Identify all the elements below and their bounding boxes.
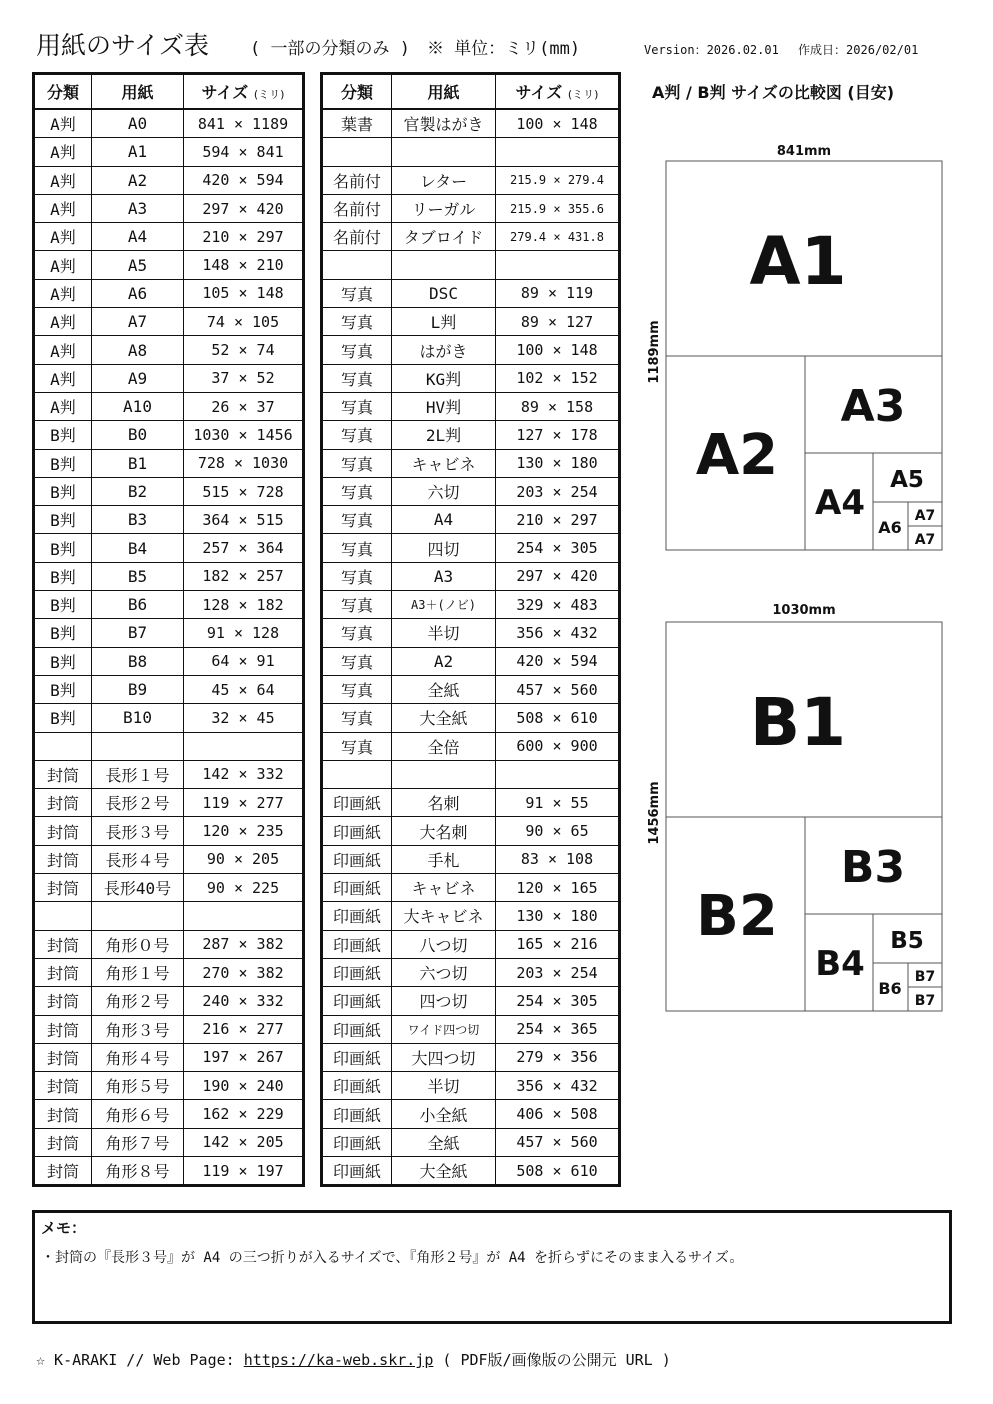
cell-paper: 角形０号 [92,930,184,958]
cell-paper: 角形５号 [92,1072,184,1100]
cell-paper: A1 [92,138,184,166]
a6-label: A6 [878,518,902,537]
cell-paper: B7 [92,619,184,647]
cell-category: 印画紙 [322,902,392,930]
cell-paper: 大四つ切 [392,1043,496,1071]
cell-size: 457 × 560 [496,1128,620,1156]
cell-paper: 大名刺 [392,817,496,845]
b-width-label: 1030mm [772,603,836,618]
memo-text: ・封筒の『長形３号』が A4 の三つ折りが入るサイズで、『角形２号』が A4 を折らずにそのまま入るサイズ。 [41,1250,744,1266]
footer [36,1349,671,1370]
cell-size: 142 × 332 [184,760,304,788]
cell-category: B判 [34,534,92,562]
cell-size: 515 × 728 [184,477,304,505]
cell-paper: B1 [92,449,184,477]
cell-category: A判 [34,279,92,307]
cell-category: 印画紙 [322,958,392,986]
cell-category: 写真 [322,704,392,732]
a-height-label: 1189mm [647,320,662,384]
cell-paper: 長形１号 [92,760,184,788]
cell-paper: A4 [392,506,496,534]
cell-size: 215.9 × 279.4 [496,166,620,194]
header-size-label: サイズ [515,83,563,102]
cell-category: 写真 [322,477,392,505]
cell-size: 91 × 55 [496,789,620,817]
b-height-label: 1456mm [647,781,662,845]
cell-category: 名前付 [322,223,392,251]
cell-size: 240 × 332 [184,987,304,1015]
cell-size: 203 × 254 [496,477,620,505]
a3-label: A3 [840,381,906,432]
cell-size: 45 × 64 [184,675,304,703]
cell-paper: タブロイド [392,223,496,251]
cell-size: 254 × 305 [496,534,620,562]
cell-category: 印画紙 [322,1156,392,1185]
cell-size: 270 × 382 [184,958,304,986]
cell-paper: 角形６号 [92,1100,184,1128]
cell-category: B判 [34,477,92,505]
cell-size: 279 × 356 [496,1043,620,1071]
cell-size: 90 × 225 [184,874,304,902]
cell-category: 写真 [322,506,392,534]
cell-size: 210 × 297 [496,506,620,534]
cell-paper: 長形３号 [92,817,184,845]
cell-size: 254 × 305 [496,987,620,1015]
cell-paper: A10 [92,392,184,420]
cell-size: 356 × 432 [496,1072,620,1100]
cell-paper: A3 [92,194,184,222]
cell-category: 印画紙 [322,1072,392,1100]
cell-category: 写真 [322,534,392,562]
cell-size: 83 × 108 [496,845,620,873]
cell-category: A判 [34,251,92,279]
cell-paper: 大全紙 [392,704,496,732]
header-size-unit: (ミリ) [253,88,285,101]
cell-category: B判 [34,421,92,449]
cell-size: 162 × 229 [184,1100,304,1128]
cell-size: 215.9 × 355.6 [496,194,620,222]
a7-label: A7 [914,508,936,524]
cell-paper: A0 [92,109,184,138]
cell-category: 写真 [322,336,392,364]
cell-category: 写真 [322,421,392,449]
cell-category: 封筒 [34,760,92,788]
b7-label: B7 [914,993,936,1009]
cell-paper: A6 [92,279,184,307]
cell-paper: DSC [392,279,496,307]
version-info: Version：2026.02.01 作成日：2026/02/01 [644,43,919,57]
cell-category: B判 [34,562,92,590]
cell-size: 52 × 74 [184,336,304,364]
cell-paper: B6 [92,591,184,619]
cell-size: 841 × 1189 [184,109,304,138]
cell-size: 89 × 158 [496,392,620,420]
cell-size: 190 × 240 [184,1072,304,1100]
cell-paper: 四切 [392,534,496,562]
a7-label: A7 [914,532,936,548]
cell-size: 279.4 × 431.8 [496,223,620,251]
cell-size: 128 × 182 [184,591,304,619]
cell-category: 封筒 [34,1072,92,1100]
cell-paper: キャビネ [392,449,496,477]
cell-paper: A2 [392,647,496,675]
cell-category: A判 [34,223,92,251]
cell-category: 名前付 [322,194,392,222]
cell-category: B判 [34,506,92,534]
cell-category: 封筒 [34,930,92,958]
cell-paper: A5 [92,251,184,279]
cell-paper: B2 [92,477,184,505]
cell-category: 印画紙 [322,1128,392,1156]
cell-size: 64 × 91 [184,647,304,675]
cell-category: 封筒 [34,1156,92,1185]
cell-category: B判 [34,704,92,732]
cell-category: 写真 [322,364,392,392]
cell-size: 89 × 119 [496,279,620,307]
cell-category: 写真 [322,647,392,675]
header-size-unit: (ミリ) [567,88,599,101]
cell-paper: 角形１号 [92,958,184,986]
b7-label: B7 [914,969,936,985]
cell-paper: B8 [92,647,184,675]
cell-paper: 官製はがき [392,109,496,138]
cell-paper: 長形２号 [92,789,184,817]
cell-category: 葉書 [322,109,392,138]
cell-category: A判 [34,392,92,420]
cell-size: 1030 × 1456 [184,421,304,449]
cell-category: 写真 [322,732,392,760]
memo-title: メモ： [41,1219,87,1237]
cell-category: A判 [34,109,92,138]
cell-size: 165 × 216 [496,930,620,958]
cell-category: B判 [34,449,92,477]
cell-category: 写真 [322,308,392,336]
cell-paper: 大全紙 [392,1156,496,1185]
b5-label: B5 [890,928,924,954]
cell-category: A判 [34,138,92,166]
cell-paper: 全倍 [392,732,496,760]
cell-size: 600 × 900 [496,732,620,760]
cell-paper: 角形７号 [92,1128,184,1156]
cell-size: 148 × 210 [184,251,304,279]
cell-category: 写真 [322,562,392,590]
cell-size: 120 × 235 [184,817,304,845]
cell-paper: A3＋(ノビ) [392,591,496,619]
page-title: 用紙のサイズ表 [36,31,210,60]
cell-paper: 手札 [392,845,496,873]
cell-paper: HV判 [392,392,496,420]
cell-size: 127 × 178 [496,421,620,449]
cell-paper: はがき [392,336,496,364]
cell-category: A判 [34,194,92,222]
cell-paper: リーガル [392,194,496,222]
cell-category: A判 [34,364,92,392]
cell-paper: B9 [92,675,184,703]
a4-label: A4 [815,483,865,523]
cell-size: 356 × 432 [496,619,620,647]
cell-size: 130 × 180 [496,902,620,930]
cell-paper: 小全紙 [392,1100,496,1128]
cell-paper: キャビネ [392,874,496,902]
b3-label: B3 [840,842,906,893]
b4-label: B4 [815,944,865,984]
cell-paper: ワイド四つ切 [392,1015,496,1043]
cell-category: 写真 [322,591,392,619]
cell-size: 216 × 277 [184,1015,304,1043]
cell-size: 120 × 165 [496,874,620,902]
cell-size: 508 × 610 [496,704,620,732]
cell-size: 119 × 197 [184,1156,304,1185]
cell-size: 297 × 420 [496,562,620,590]
cell-paper: 八つ切 [392,930,496,958]
a1-label: A1 [749,223,847,300]
b6-label: B6 [878,979,902,998]
cell-size: 364 × 515 [184,506,304,534]
cell-category: 写真 [322,392,392,420]
cell-category: 印画紙 [322,987,392,1015]
cell-size: 142 × 205 [184,1128,304,1156]
cell-size: 210 × 297 [184,223,304,251]
a-width-label: 841mm [776,144,832,159]
footer-prefix: ☆ K-ARAKI // Web Page: [36,1351,235,1369]
cell-size: 329 × 483 [496,591,620,619]
b1-label: B1 [749,684,847,761]
b2-label: B2 [696,884,778,949]
cell-paper: A9 [92,364,184,392]
footer-suffix: ( PDF版/画像版の公開元 URL ) [442,1351,671,1369]
cell-category: A判 [34,336,92,364]
cell-category: A判 [34,308,92,336]
cell-paper: 六つ切 [392,958,496,986]
cell-size: 254 × 365 [496,1015,620,1043]
cell-paper: 全紙 [392,1128,496,1156]
cell-paper: A3 [392,562,496,590]
cell-category: 印画紙 [322,817,392,845]
cell-size: 91 × 128 [184,619,304,647]
header-category: 分類 [322,74,392,110]
header-paper: 用紙 [392,74,496,110]
cell-size: 728 × 1030 [184,449,304,477]
cell-category: 封筒 [34,817,92,845]
cell-paper: A7 [92,308,184,336]
cell-category: 印画紙 [322,1043,392,1071]
cell-size: 105 × 148 [184,279,304,307]
cell-size: 508 × 610 [496,1156,620,1185]
cell-paper: 全紙 [392,675,496,703]
page-subtitle: ( 一部の分類のみ ) ※ 単位：ミリ(mm) [250,39,581,59]
cell-size: 257 × 364 [184,534,304,562]
cell-paper: 角形３号 [92,1015,184,1043]
cell-category: 写真 [322,619,392,647]
cell-category: 写真 [322,675,392,703]
cell-size: 420 × 594 [184,166,304,194]
cell-paper: 長形４号 [92,845,184,873]
cell-category: 封筒 [34,874,92,902]
cell-paper: B3 [92,506,184,534]
cell-paper: L判 [392,308,496,336]
cell-category: 印画紙 [322,1100,392,1128]
cell-category: 封筒 [34,987,92,1015]
cell-paper: 2L判 [392,421,496,449]
cell-paper: 半切 [392,619,496,647]
cell-size: 90 × 205 [184,845,304,873]
cell-category: 印画紙 [322,930,392,958]
cell-category: 封筒 [34,845,92,873]
header-category: 分類 [34,74,92,110]
cell-category: 封筒 [34,1015,92,1043]
cell-paper: B0 [92,421,184,449]
cell-category: A判 [34,166,92,194]
cell-size: 287 × 382 [184,930,304,958]
header-paper: 用紙 [92,74,184,110]
cell-category: B判 [34,647,92,675]
cell-size: 100 × 148 [496,109,620,138]
cell-category: 封筒 [34,789,92,817]
cell-category: 写真 [322,279,392,307]
cell-paper: レター [392,166,496,194]
cell-size: 102 × 152 [496,364,620,392]
cell-category: 写真 [322,449,392,477]
cell-category: 封筒 [34,958,92,986]
cell-size: 89 × 127 [496,308,620,336]
cell-size: 297 × 420 [184,194,304,222]
cell-paper: 角形２号 [92,987,184,1015]
cell-size: 406 × 508 [496,1100,620,1128]
cell-size: 457 × 560 [496,675,620,703]
cell-category: 印画紙 [322,845,392,873]
cell-paper: 角形４号 [92,1043,184,1071]
cell-paper: 四つ切 [392,987,496,1015]
cell-paper: KG判 [392,364,496,392]
cell-size: 26 × 37 [184,392,304,420]
cell-category: B判 [34,591,92,619]
cell-paper: 名刺 [392,789,496,817]
cell-size: 90 × 65 [496,817,620,845]
cell-size: 130 × 180 [496,449,620,477]
cell-size: 594 × 841 [184,138,304,166]
cell-size: 32 × 45 [184,704,304,732]
cell-paper: 六切 [392,477,496,505]
cell-paper: B4 [92,534,184,562]
a5-label: A5 [890,467,924,493]
cell-category: 封筒 [34,1100,92,1128]
cell-size: 100 × 148 [496,336,620,364]
cell-size: 197 × 267 [184,1043,304,1071]
cell-category: 印画紙 [322,874,392,902]
footer-link[interactable]: https://ka-web.skr.jp [243,1351,434,1369]
cell-size: 74 × 105 [184,308,304,336]
cell-size: 37 × 52 [184,364,304,392]
cell-paper: A8 [92,336,184,364]
cell-category: 印画紙 [322,789,392,817]
cell-category: B判 [34,619,92,647]
memo-box [32,1210,952,1324]
cell-category: 封筒 [34,1128,92,1156]
cell-category: 封筒 [34,1043,92,1071]
cell-paper: B10 [92,704,184,732]
cell-category: 印画紙 [322,1015,392,1043]
a2-label: A2 [695,423,779,488]
cell-size: 182 × 257 [184,562,304,590]
cell-size: 119 × 277 [184,789,304,817]
cell-paper: 長形40号 [92,874,184,902]
cell-category: 名前付 [322,166,392,194]
cell-category: B判 [34,675,92,703]
comparison-title: A判 / B判 サイズの比較図 (目安) [652,83,895,102]
cell-paper: 半切 [392,1072,496,1100]
cell-paper: 角形８号 [92,1156,184,1185]
cell-paper: A4 [92,223,184,251]
header-size-label: サイズ [201,83,249,102]
cell-size: 203 × 254 [496,958,620,986]
cell-size: 420 × 594 [496,647,620,675]
cell-paper: A2 [92,166,184,194]
cell-paper: B5 [92,562,184,590]
cell-paper: 大キャビネ [392,902,496,930]
